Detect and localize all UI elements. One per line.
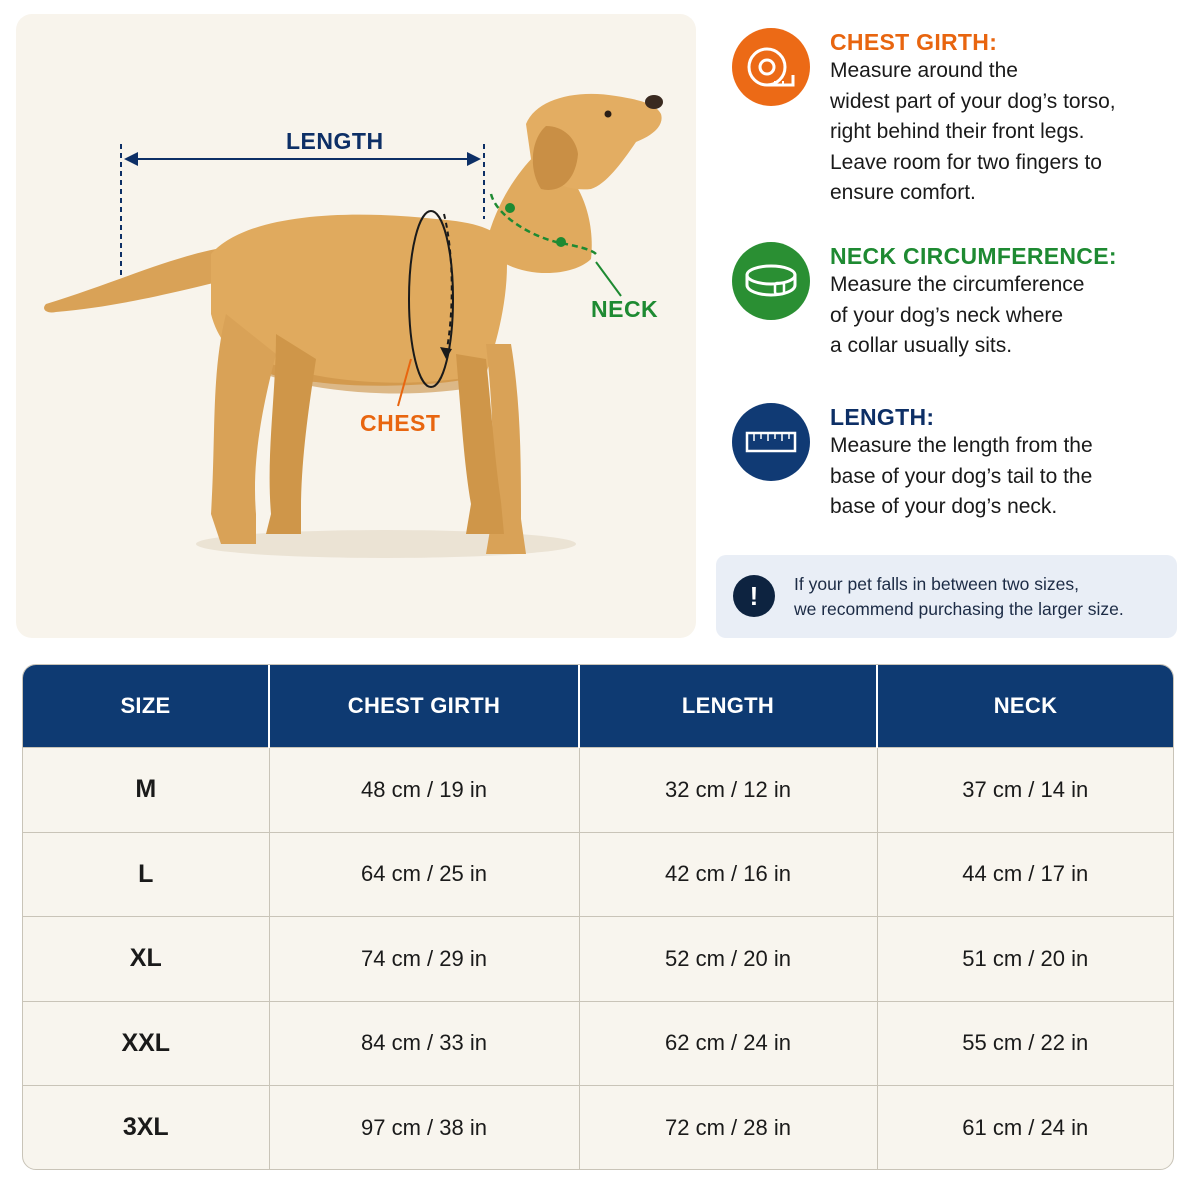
chest-label: CHEST (360, 410, 441, 436)
chest-girth-cell: 48 cm / 19 in (269, 748, 579, 833)
neck-cell: 55 cm / 22 in (877, 1001, 1173, 1086)
length-cell: 52 cm / 20 in (579, 917, 877, 1002)
size-cell: 3XL (23, 1086, 269, 1169)
chest-girth-cell: 97 cm / 38 in (269, 1086, 579, 1169)
table-row (23, 1001, 1173, 1086)
length-label: LENGTH (286, 128, 384, 154)
column-header-neck: NECK (877, 665, 1173, 748)
note-text: If your pet falls in between two sizes, we recommend purchasing the larger size. (794, 574, 1124, 619)
size-chart-table (22, 664, 1174, 1170)
neck-label: NECK (591, 296, 659, 322)
exclamation-icon: ! (733, 575, 775, 617)
guide-title: NECK CIRCUMFERENCE: (830, 243, 1117, 269)
length-cell: 72 cm / 28 in (579, 1086, 877, 1169)
neck-cell: 44 cm / 17 in (877, 832, 1173, 917)
size-cell: L (23, 832, 269, 917)
chest-girth-cell: 74 cm / 29 in (269, 917, 579, 1002)
collar-icon (732, 242, 810, 320)
chest-girth-cell: 64 cm / 25 in (269, 832, 579, 917)
guide-body: Measure around the widest part of your dog’s torso, right behind their front legs. Leave room for two fingers to ensure comfort. (830, 59, 1116, 204)
guide-body: Measure the circumference of your dog’s neck where a collar usually sits. (830, 273, 1085, 357)
neck-cell: 37 cm / 14 in (877, 748, 1173, 833)
length-cell: 62 cm / 24 in (579, 1001, 877, 1086)
size-cell: XXL (23, 1001, 269, 1086)
size-cell: XL (23, 917, 269, 1002)
table-row (23, 1086, 1173, 1169)
dog-illustration (16, 14, 696, 638)
size-recommendation-note (716, 555, 1177, 638)
guide-title: LENGTH: (830, 404, 935, 430)
chest-girth-cell: 84 cm / 33 in (269, 1001, 579, 1086)
table-row (23, 832, 1173, 917)
neck-cell: 51 cm / 20 in (877, 917, 1173, 1002)
table-header-row (23, 665, 1173, 748)
guide-body: Measure the length from the base of your dog’s tail to the base of your dog’s neck. (830, 434, 1093, 518)
size-cell: M (23, 748, 269, 833)
column-header-size: SIZE (23, 665, 269, 748)
table-row (23, 748, 1173, 833)
length-cell: 42 cm / 16 in (579, 832, 877, 917)
column-header-chest-girth: CHEST GIRTH (269, 665, 579, 748)
measuring-tape-icon (732, 28, 810, 106)
column-header-length: LENGTH (579, 665, 877, 748)
table-row (23, 917, 1173, 1002)
neck-cell: 61 cm / 24 in (877, 1086, 1173, 1169)
dog-illustration-panel (16, 14, 696, 638)
guide-title: CHEST GIRTH: (830, 29, 998, 55)
ruler-icon (732, 403, 810, 481)
length-cell: 32 cm / 12 in (579, 748, 877, 833)
